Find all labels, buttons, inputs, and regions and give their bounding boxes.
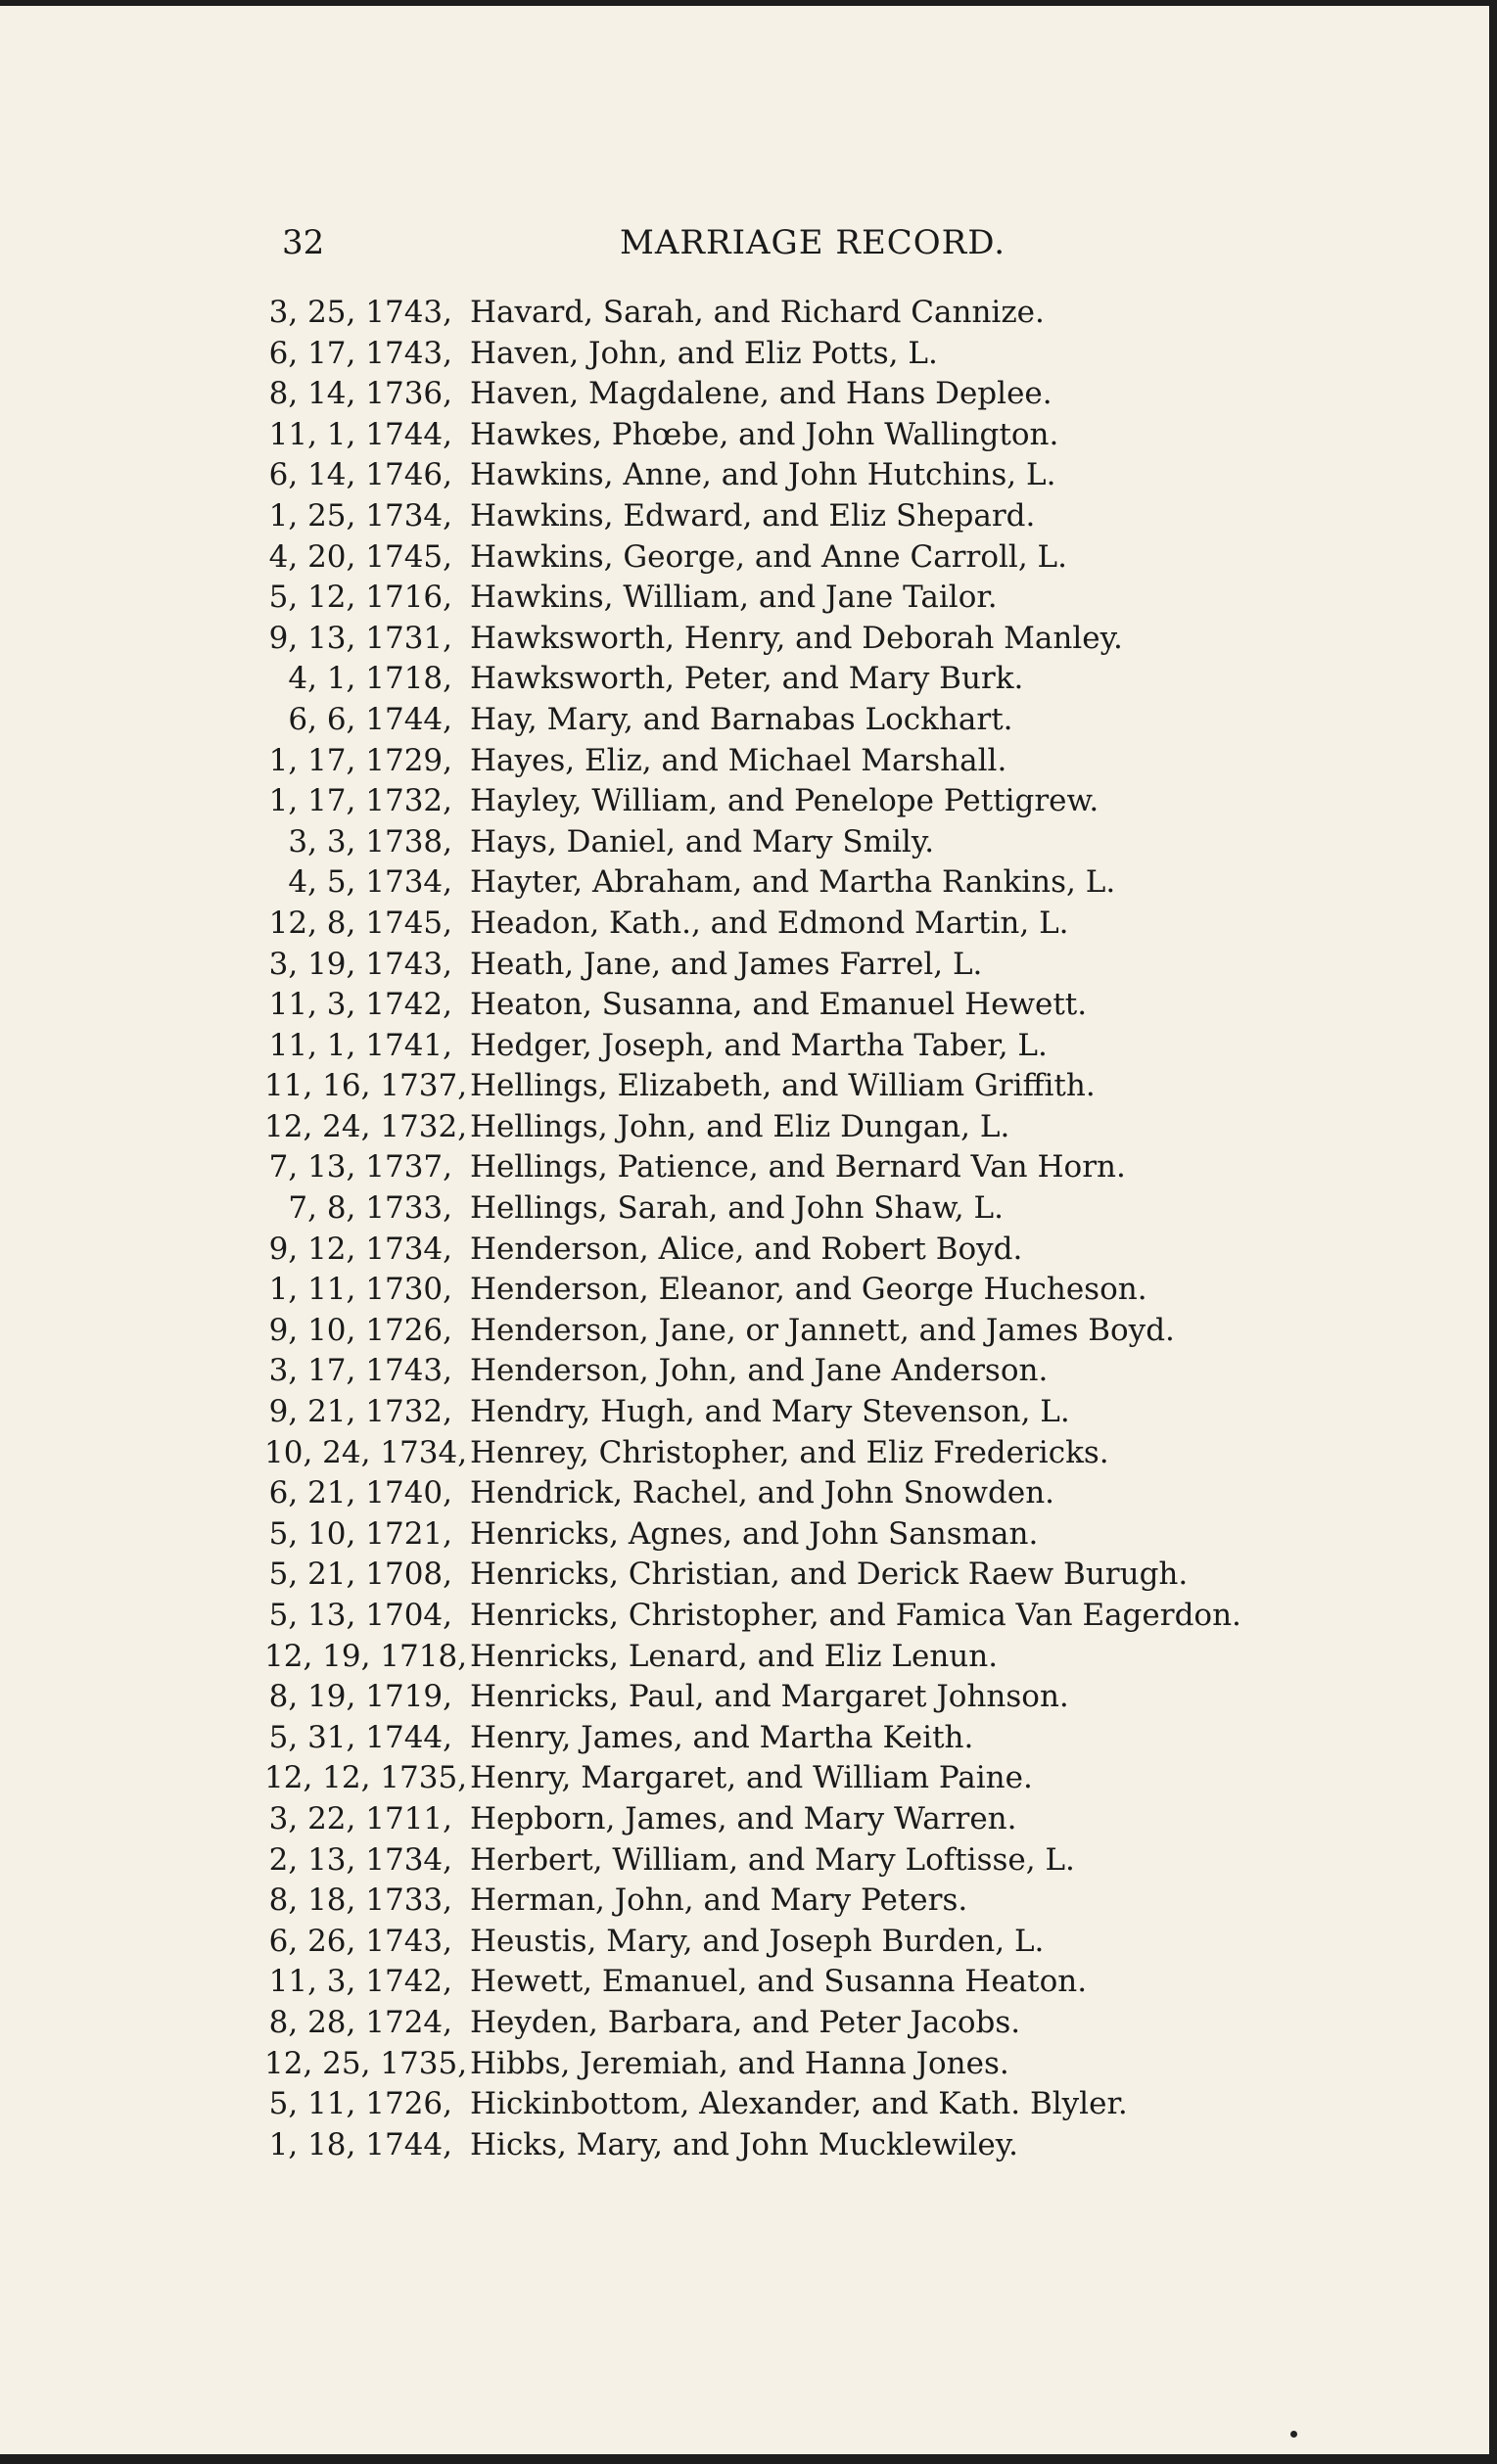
entry-names: Heustis, Mary, and Joseph Burden, L. — [470, 1923, 1045, 1959]
entry-names: Henderson, Jane, or Jannett, and James Boyd. — [470, 1312, 1175, 1348]
entry-names: Hellings, Elizabeth, and William Griffith. — [470, 1068, 1096, 1104]
entry-date: 1, 17, 1732, — [268, 783, 452, 819]
entry-names: Hellings, Sarah, and John Shaw, L. — [470, 1190, 1004, 1227]
list-item — [264, 659, 1341, 700]
entry-names: Henricks, Lenard, and Eliz Lenun. — [470, 1638, 999, 1674]
ink-speck — [1290, 2431, 1297, 2438]
entry-names: Hedger, Joseph, and Martha Taber, L. — [470, 1027, 1048, 1063]
entry-names: Herman, John, and Mary Peters. — [470, 1883, 968, 1919]
list-item — [264, 1555, 1341, 1596]
entry-names: Hibbs, Jeremiah, and Hanna Jones. — [470, 2045, 1009, 2081]
entry-date: 12, 8, 1745, — [268, 905, 452, 941]
entry-names: Henricks, Agnes, and John Sansman. — [470, 1515, 1039, 1552]
entry-names: Hayley, William, and Penelope Pettigrew. — [470, 783, 1099, 819]
list-item — [264, 1026, 1341, 1067]
page-number: 32 — [282, 223, 325, 262]
entry-date: 8, 14, 1736, — [268, 376, 452, 412]
entry-names: Headon, Kath., and Edmond Martin, L. — [470, 905, 1069, 941]
entry-date: 3, 25, 1743, — [268, 295, 452, 330]
entry-names: Hawkins, William, and Jane Tailor. — [470, 580, 998, 616]
entry-names: Hawksworth, Henry, and Deborah Manley. — [470, 620, 1123, 656]
list-item — [264, 1962, 1341, 2003]
list-item — [264, 1311, 1341, 1352]
entry-date: 9, 21, 1732, — [268, 1394, 452, 1430]
entry-date: 6, 6, 1744, — [288, 701, 452, 737]
entry-date: 7, 8, 1733, — [288, 1190, 452, 1227]
entry-date: 11, 16, 1737, — [264, 1068, 468, 1104]
entry-date: 9, 13, 1731, — [268, 620, 452, 656]
entry-date: 4, 20, 1745, — [268, 538, 452, 575]
entry-date: 1, 17, 1729, — [268, 742, 452, 778]
list-item — [264, 904, 1341, 945]
entry-date: 3, 17, 1743, — [268, 1353, 452, 1389]
entry-date: 1, 25, 1734, — [268, 497, 452, 534]
entry-date: 11, 3, 1742, — [268, 987, 452, 1023]
entry-date: 11, 3, 1742, — [268, 1964, 452, 2000]
entry-names: Herbert, William, and Mary Loftisse, L. — [470, 1841, 1075, 1878]
entry-names: Hayes, Eliz, and Michael Marshall. — [470, 742, 1007, 778]
entry-date: 11, 1, 1744, — [268, 416, 452, 452]
entry-date: 8, 19, 1719, — [268, 1679, 452, 1715]
entry-date: 5, 31, 1744, — [268, 1719, 452, 1755]
list-item — [264, 1514, 1341, 1556]
list-item — [264, 334, 1341, 375]
entry-names: Henricks, Christian, and Derick Raew Burugh. — [470, 1557, 1189, 1593]
list-item — [264, 1718, 1341, 1759]
entry-date: 12, 25, 1735, — [264, 2045, 468, 2081]
list-item — [264, 2003, 1341, 2044]
entry-names: Heath, Jane, and James Farrel, L. — [470, 946, 983, 982]
entry-names: Hawkes, Phœbe, and John Wallington. — [470, 416, 1059, 452]
entry-names: Hawkins, Edward, and Eliz Shepard. — [470, 497, 1036, 534]
entry-date: 6, 14, 1746, — [268, 457, 452, 493]
list-item — [264, 578, 1341, 619]
entry-names: Henricks, Paul, and Margaret Johnson. — [470, 1679, 1069, 1715]
entry-date: 8, 18, 1733, — [268, 1883, 452, 1919]
entry-names: Henricks, Christopher, and Famica Van Eagerdon. — [470, 1598, 1241, 1633]
entry-names: Hays, Daniel, and Mary Smily. — [470, 823, 935, 860]
list-item — [264, 1637, 1341, 1678]
entry-date: 8, 28, 1724, — [268, 2004, 452, 2040]
list-item — [264, 781, 1341, 822]
list-item — [264, 700, 1341, 741]
list-item — [264, 741, 1341, 782]
entry-date: 3, 22, 1711, — [268, 1800, 452, 1836]
entry-names: Hendry, Hugh, and Mary Stevenson, L. — [470, 1394, 1070, 1430]
entry-date: 3, 3, 1738, — [288, 823, 452, 860]
running-title: MARRIAGE RECORD. — [620, 223, 1006, 262]
list-item — [264, 1840, 1341, 1882]
list-item — [264, 1147, 1341, 1188]
entry-date: 5, 13, 1704, — [268, 1598, 452, 1633]
list-item — [264, 537, 1341, 579]
entry-date: 3, 19, 1743, — [268, 946, 452, 982]
entry-names: Heaton, Susanna, and Emanuel Hewett. — [470, 987, 1088, 1023]
entry-date: 2, 13, 1734, — [268, 1841, 452, 1878]
entry-names: Hicks, Mary, and John Mucklewiley. — [470, 2126, 1018, 2162]
marriage-entries-list — [264, 293, 1341, 2165]
entry-names: Havard, Sarah, and Richard Cannize. — [470, 295, 1045, 330]
entry-date: 5, 12, 1716, — [268, 580, 452, 616]
entry-date: 6, 17, 1743, — [268, 335, 452, 371]
list-item — [264, 2125, 1341, 2166]
entry-date: 6, 21, 1740, — [268, 1475, 452, 1511]
list-item — [264, 1351, 1341, 1392]
list-item — [264, 1230, 1341, 1271]
list-item — [264, 1758, 1341, 1799]
entry-names: Hawkins, George, and Anne Carroll, L. — [470, 538, 1067, 575]
list-item — [264, 1881, 1341, 1922]
entry-names: Henderson, Eleanor, and George Hucheson. — [470, 1272, 1147, 1308]
list-item — [264, 2044, 1341, 2085]
entry-date: 9, 10, 1726, — [268, 1312, 452, 1348]
list-item — [264, 1922, 1341, 1963]
entry-names: Hepborn, James, and Mary Warren. — [470, 1800, 1017, 1836]
entry-date: 4, 5, 1734, — [288, 864, 452, 901]
list-item — [264, 455, 1341, 496]
list-item — [264, 862, 1341, 904]
list-item — [264, 1677, 1341, 1718]
list-item — [264, 985, 1341, 1026]
entry-names: Hendrick, Rachel, and John Snowden. — [470, 1475, 1055, 1511]
list-item — [264, 945, 1341, 986]
entry-names: Hawksworth, Peter, and Mary Burk. — [470, 661, 1024, 697]
entry-date: 12, 24, 1732, — [264, 1108, 468, 1144]
entry-names: Heyden, Barbara, and Peter Jacobs. — [470, 2004, 1021, 2040]
list-item — [264, 1473, 1341, 1514]
list-item — [264, 1596, 1341, 1637]
entry-date: 10, 24, 1734, — [264, 1434, 468, 1470]
entry-names: Haven, Magdalene, and Hans Deplee. — [470, 376, 1053, 412]
entry-names: Hay, Mary, and Barnabas Lockhart. — [470, 701, 1013, 737]
entry-date: 1, 11, 1730, — [268, 1272, 452, 1308]
entry-date: 7, 13, 1737, — [268, 1149, 452, 1186]
list-item — [264, 1392, 1341, 1433]
list-item — [264, 2084, 1341, 2125]
list-item — [264, 619, 1341, 660]
entry-names: Henderson, Alice, and Robert Boyd. — [470, 1231, 1023, 1267]
entry-names: Henderson, John, and Jane Anderson. — [470, 1353, 1049, 1389]
entry-names: Henrey, Christopher, and Eliz Fredericks. — [470, 1434, 1109, 1470]
list-item — [264, 1066, 1341, 1107]
list-item — [264, 496, 1341, 537]
entry-names: Henry, Margaret, and William Paine. — [470, 1760, 1033, 1796]
entry-names: Henry, James, and Martha Keith. — [470, 1719, 974, 1755]
entry-date: 5, 11, 1726, — [268, 2086, 452, 2122]
list-item — [264, 293, 1341, 334]
entry-date: 12, 19, 1718, — [264, 1638, 468, 1674]
entry-names: Haven, John, and Eliz Potts, L. — [470, 335, 938, 371]
list-item — [264, 374, 1341, 415]
entry-names: Hickinbottom, Alexander, and Kath. Blyler. — [470, 2086, 1128, 2122]
list-item — [264, 822, 1341, 863]
list-item — [264, 1188, 1341, 1230]
page-header — [282, 223, 1055, 272]
entry-names: Hawkins, Anne, and John Hutchins, L. — [470, 457, 1056, 493]
entry-names: Hellings, John, and Eliz Dungan, L. — [470, 1108, 1010, 1144]
list-item — [264, 1799, 1341, 1840]
entry-date: 12, 12, 1735, — [264, 1760, 468, 1796]
entry-date: 11, 1, 1741, — [268, 1027, 452, 1063]
entry-names: Hellings, Patience, and Bernard Van Horn. — [470, 1149, 1126, 1186]
list-item — [264, 1107, 1341, 1148]
entry-date: 5, 10, 1721, — [268, 1515, 452, 1552]
entry-date: 5, 21, 1708, — [268, 1557, 452, 1593]
entry-date: 1, 18, 1744, — [268, 2126, 452, 2162]
list-item — [264, 415, 1341, 456]
list-item — [264, 1433, 1341, 1474]
entry-names: Hewett, Emanuel, and Susanna Heaton. — [470, 1964, 1088, 2000]
entry-names: Hayter, Abraham, and Martha Rankins, L. — [470, 864, 1116, 901]
entry-date: 6, 26, 1743, — [268, 1923, 452, 1959]
entry-date: 9, 12, 1734, — [268, 1231, 452, 1267]
entry-date: 4, 1, 1718, — [288, 661, 452, 697]
list-item — [264, 1270, 1341, 1311]
